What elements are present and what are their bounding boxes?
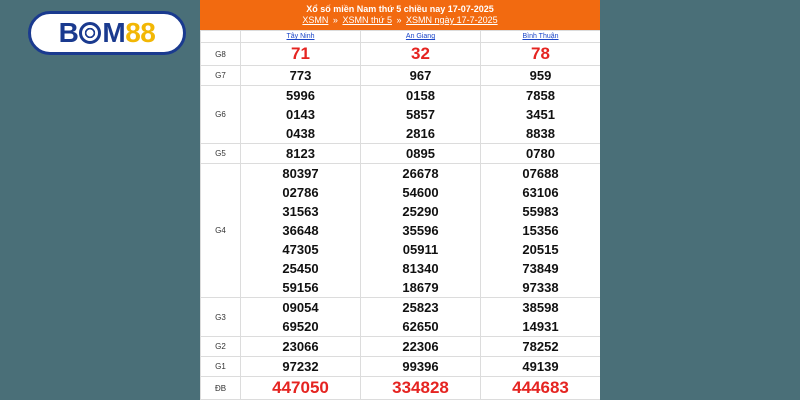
winning-number: 18679 bbox=[402, 280, 439, 295]
result-header bbox=[200, 0, 600, 30]
prize-label: G2 bbox=[201, 337, 241, 357]
winning-number: 07688 bbox=[522, 166, 559, 181]
result-cell bbox=[481, 43, 601, 66]
table-row bbox=[201, 86, 601, 144]
result-cell bbox=[481, 357, 601, 377]
result-cell bbox=[241, 337, 361, 357]
winning-number: 02786 bbox=[282, 185, 319, 200]
result-cell bbox=[361, 66, 481, 86]
result-cell bbox=[361, 144, 481, 164]
lottery-result-panel bbox=[200, 0, 600, 400]
winning-number: 35596 bbox=[402, 223, 439, 238]
winning-number: 334828 bbox=[392, 378, 449, 397]
winning-number: 97338 bbox=[522, 280, 559, 295]
winning-number: 3451 bbox=[526, 107, 555, 122]
province-link-binh-thuan[interactable]: Bình Thuận bbox=[522, 33, 559, 40]
winning-number: 959 bbox=[529, 68, 552, 83]
province-link-an-giang[interactable]: An Giang bbox=[405, 33, 436, 40]
winning-number: 447050 bbox=[272, 378, 329, 397]
column-header bbox=[481, 31, 601, 43]
table-row bbox=[201, 337, 601, 357]
winning-number: 97232 bbox=[282, 359, 319, 374]
breadcrumb-link-xsmn[interactable]: XSMN bbox=[302, 15, 329, 25]
result-cell bbox=[361, 164, 481, 298]
result-cell bbox=[361, 86, 481, 144]
table-header-row bbox=[201, 31, 601, 43]
winning-number: 73849 bbox=[522, 261, 559, 276]
result-cell bbox=[241, 357, 361, 377]
winning-number: 78 bbox=[531, 44, 550, 63]
prize-label: G4 bbox=[201, 164, 241, 298]
breadcrumb-separator: » bbox=[332, 15, 338, 25]
winning-number: 8123 bbox=[286, 146, 315, 161]
result-cell bbox=[241, 144, 361, 164]
result-table bbox=[200, 30, 600, 400]
result-cell bbox=[481, 66, 601, 86]
winning-number: 25450 bbox=[282, 261, 319, 276]
winning-number: 23066 bbox=[282, 339, 319, 354]
soccer-ball-icon bbox=[79, 22, 101, 44]
winning-number: 62650 bbox=[402, 319, 439, 334]
winning-number: 444683 bbox=[512, 378, 569, 397]
prize-label: G5 bbox=[201, 144, 241, 164]
bom88-logo[interactable] bbox=[28, 11, 186, 55]
result-cell bbox=[241, 86, 361, 144]
winning-number: 20515 bbox=[522, 242, 559, 257]
logo-letter-m: M bbox=[102, 17, 126, 48]
result-cell bbox=[241, 43, 361, 66]
result-cell bbox=[481, 86, 601, 144]
table-row bbox=[201, 164, 601, 298]
winning-number: 63106 bbox=[522, 185, 559, 200]
result-cell bbox=[481, 144, 601, 164]
winning-number: 81340 bbox=[402, 261, 439, 276]
winning-number: 0438 bbox=[286, 126, 315, 141]
winning-number: 49139 bbox=[522, 359, 559, 374]
winning-number: 31563 bbox=[282, 204, 319, 219]
table-row bbox=[201, 298, 601, 337]
result-cell bbox=[481, 298, 601, 337]
table-row bbox=[201, 357, 601, 377]
prize-column-header bbox=[201, 31, 241, 43]
winning-number: 36648 bbox=[282, 223, 319, 238]
result-cell bbox=[241, 66, 361, 86]
winning-number: 0780 bbox=[526, 146, 555, 161]
table-row bbox=[201, 43, 601, 66]
province-link-tay-ninh[interactable]: Tây Ninh bbox=[286, 33, 315, 40]
column-header bbox=[241, 31, 361, 43]
result-cell bbox=[241, 377, 361, 400]
winning-number: 7858 bbox=[526, 88, 555, 103]
winning-number: 25823 bbox=[402, 300, 439, 315]
result-cell bbox=[361, 298, 481, 337]
winning-number: 22306 bbox=[402, 339, 439, 354]
winning-number: 69520 bbox=[282, 319, 319, 334]
prize-label: G8 bbox=[201, 43, 241, 66]
winning-number: 99396 bbox=[402, 359, 439, 374]
winning-number: 25290 bbox=[402, 204, 439, 219]
breadcrumb-separator: » bbox=[396, 15, 402, 25]
breadcrumb-link-xsmn-date[interactable]: XSMN ngày 17-7-2025 bbox=[406, 15, 498, 25]
winning-number: 0143 bbox=[286, 107, 315, 122]
result-cell bbox=[481, 377, 601, 400]
winning-number: 15356 bbox=[522, 223, 559, 238]
page-title: Xổ số miền Nam thứ 5 chiều nay 17-07-2025 bbox=[306, 4, 494, 14]
winning-number: 8838 bbox=[526, 126, 555, 141]
result-cell bbox=[241, 164, 361, 298]
winning-number: 05911 bbox=[402, 242, 439, 257]
winning-number: 09054 bbox=[282, 300, 319, 315]
winning-number: 26678 bbox=[402, 166, 439, 181]
breadcrumb-link-xsmn-thu5[interactable]: XSMN thứ 5 bbox=[342, 15, 392, 25]
result-cell bbox=[361, 43, 481, 66]
winning-number: 967 bbox=[409, 68, 432, 83]
winning-number: 5857 bbox=[406, 107, 435, 122]
winning-number: 71 bbox=[291, 44, 310, 63]
winning-number: 773 bbox=[289, 68, 312, 83]
breadcrumb bbox=[200, 15, 600, 26]
result-cell bbox=[361, 357, 481, 377]
winning-number: 54600 bbox=[402, 185, 439, 200]
winning-number: 38598 bbox=[522, 300, 559, 315]
logo-number-88: 88 bbox=[125, 17, 156, 48]
winning-number: 0895 bbox=[406, 146, 435, 161]
table-row bbox=[201, 377, 601, 400]
winning-number: 80397 bbox=[282, 166, 319, 181]
winning-number: 78252 bbox=[522, 339, 559, 354]
prize-label: G7 bbox=[201, 66, 241, 86]
winning-number: 32 bbox=[411, 44, 430, 63]
prize-label: G1 bbox=[201, 357, 241, 377]
winning-number: 0158 bbox=[406, 88, 435, 103]
winning-number: 55983 bbox=[522, 204, 559, 219]
prize-label: G6 bbox=[201, 86, 241, 144]
prize-label: ĐB bbox=[201, 377, 241, 400]
result-cell bbox=[241, 298, 361, 337]
table-row bbox=[201, 144, 601, 164]
winning-number: 2816 bbox=[406, 126, 435, 141]
winning-number: 5996 bbox=[286, 88, 315, 103]
winning-number: 59156 bbox=[282, 280, 319, 295]
result-cell bbox=[361, 377, 481, 400]
prize-label: G3 bbox=[201, 298, 241, 337]
winning-number: 47305 bbox=[282, 242, 319, 257]
column-header bbox=[361, 31, 481, 43]
result-cell bbox=[361, 337, 481, 357]
table-row bbox=[201, 66, 601, 86]
result-cell bbox=[481, 164, 601, 298]
result-cell bbox=[481, 337, 601, 357]
logo-letter-b: B bbox=[58, 17, 79, 48]
winning-number: 14931 bbox=[522, 319, 559, 334]
